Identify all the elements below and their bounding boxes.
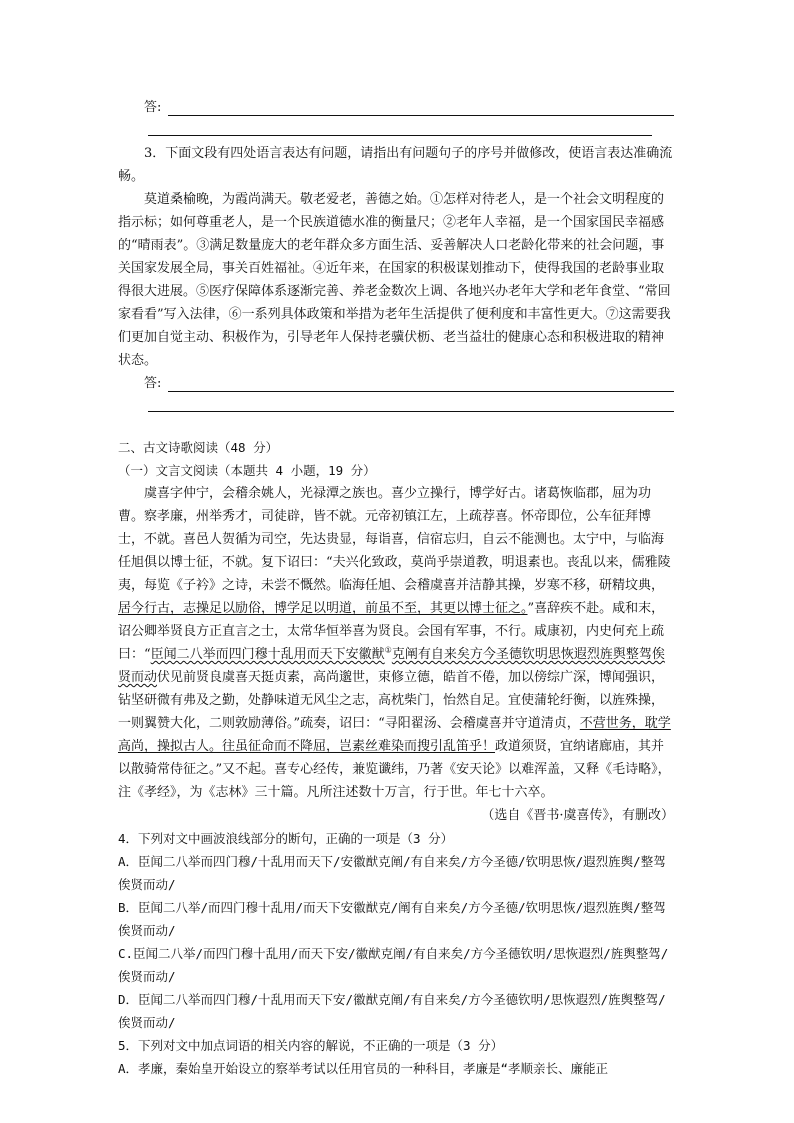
answer-line-1[interactable] — [118, 96, 674, 119]
answer-label: 答: — [144, 100, 162, 115]
q3-passage: 莫道桑榆晚，为霞尚满天。敬老爱老，善德之始。①怎样对待老人，是一个社会文明程度的指示标；如何尊重老人，是一个民族道德水准的衡量尺；②老年人幸福，是一个国家国民幸福感的“晴雨表”。③满足数量庞大的老年群众多方面生活、妥善解决人口老龄化带来的社会问题，事关国家发展全局，事关百姓福祉。④近年来，在国家的积极谋划推动下，使得我国的老龄事业取得很大进展。⑤医疗保障体系逐渐完善、养老金数次上调、各地兴办老年大学和老年食堂、“常回家看看”写入法律，⑥一系列具体政策和举措为老年生活提供了便利度和丰富性更大。⑦这需要我们更加自觉主动、积极作为，引导老年人保持老骥伏枥、老当益壮的健康心态和积极进取的精神状态。 — [118, 192, 671, 368]
exam-page — [118, 96, 674, 1080]
answer-line-2[interactable] — [118, 372, 674, 395]
q4-option-b[interactable]: B．臣闻二八举/而四门穆十乱用/而天下安徽猷克/阐有自来矣/方今圣德/钦明思恢/遐烈旌舆/整驾俟贤而动/ — [118, 900, 666, 938]
q3-prompt: 3．下面文段有四处语言表达有问题，请指出有问题句子的序号并做修改，使语言表达准确流畅。 — [118, 146, 673, 184]
section-subtitle: （一）文言文阅读（本题共 4 小题，19 分） — [118, 463, 376, 478]
answer-label: 答: — [144, 376, 162, 391]
passage-text: ”喜辞疾不赴。咸和末，诏公卿举贤良方正直言之士，太常华恒举喜为贤良。会国有军事，不行。咸康初，内史何充上疏曰：“ — [118, 601, 665, 662]
q4-option-d[interactable]: D．臣闻二八举而四门穆/十乱用而天下安/徽猷克阐/有自来矣/方今圣德钦明/思恢遐烈/旌舆整驾/俟贤而动/ — [118, 992, 666, 1030]
q5-prompt: 5．下列对文中加点词语的相关内容的解说，不正确的一项是（3 分） — [118, 1038, 504, 1053]
answer-underline — [168, 115, 674, 116]
answer-blank-line[interactable] — [148, 395, 674, 412]
q5-option-a[interactable]: A．孝廉，秦始皇开始设立的察举考试以任用官员的一种科目，孝廉是“孝顺亲长、廉能正 — [118, 1061, 609, 1076]
passage-text: 政道须贤，宜纳诸廊庙，其并以散骑常侍征之。”又不起。喜专心经传，兼览谶纬，乃著《安天论》以难浑盖，又释《毛诗略》，注《孝经》，为《志林》三十篇。凡所注述数十万言，行于世。年七十六卒。 — [118, 739, 671, 800]
passage-text: 虞喜字仲宁，会稽余姚人，光禄潭之族也。喜少立操行，博学好古。诸葛恢临郡，屈为功曹。察孝廉，州举秀才，司徒辟，皆不就。元帝初镇江左，上疏荐喜。怀帝即位，公车征拜博士，不就。喜邑人贺循为司空，先达贵显，每诣喜，信宿忘归，自云不能测也。太宁中，与临海任旭俱以博士征，不就。复下诏曰：“夫兴化致政，莫尚乎崇道教，明退素也。丧乱以来，儒雅陵夷，每览《子衿》之诗，未尝不慨然。临海任旭、会稽虞喜并洁静其操，岁寒不移，研精坟典， — [118, 486, 671, 593]
answer-blank-line[interactable] — [148, 119, 652, 136]
passage-source: （选自《晋书·虞喜传》，有删改） — [481, 808, 674, 823]
wavy-underlined-sentence: 臣闻二八举而四门穆十乱用而天下安徽猷 — [150, 647, 385, 662]
answer-underline — [168, 391, 674, 392]
footnote-mark: ① — [384, 645, 392, 655]
passage-text: 伏见前贤良虞喜天挺贞素，高尚邈世，束修立德，皓首不倦，加以傍综广深，博闻强识，钻坚研微有弗及之勤，处静味道无风尘之志，高枕柴门，怡然自足。宜使蒲轮纡衡，以旌殊操，一则翼赞大化，二则敦励薄俗。”疏奏，诏曰：“寻阳翟汤、会稽虞喜并守道清贞， — [118, 670, 665, 731]
q4-prompt: 4．下列对文中画波浪线部分的断句，正确的一项是（3 分） — [118, 831, 454, 846]
underlined-sentence-1: 居今行古，志操足以励俗，博学足以明道，前虽不至，其更以博士征之。 — [118, 601, 528, 616]
section-title: 二、古文诗歌阅读（48 分） — [118, 440, 279, 455]
wavy-underlined-sentence: 克阐有自来矣方今圣德钦明思恢遐烈旌舆整驾俟贤而动 — [118, 647, 665, 685]
q4-option-a[interactable]: A．臣闻二八举而四门穆/十乱用而天下/安徽猷克阐/有自来矣/方今圣德/钦明思恢/遐烈旌舆/整驾俟贤而动/ — [118, 854, 666, 892]
q4-option-c[interactable]: C.臣闻二八举/而四门穆十乱用/而天下安/徽猷克阐/有自来矣/方今圣德钦明/思恢遐烈/旌舆整驾/俟贤而动/ — [118, 946, 669, 984]
classical-passage — [118, 482, 674, 804]
underlined-sentence-2: 不营世务，耽学高尚，操拟古人。往虽征命而不降屈，岂素丝难染而搜引乱笛乎！ — [118, 716, 671, 754]
